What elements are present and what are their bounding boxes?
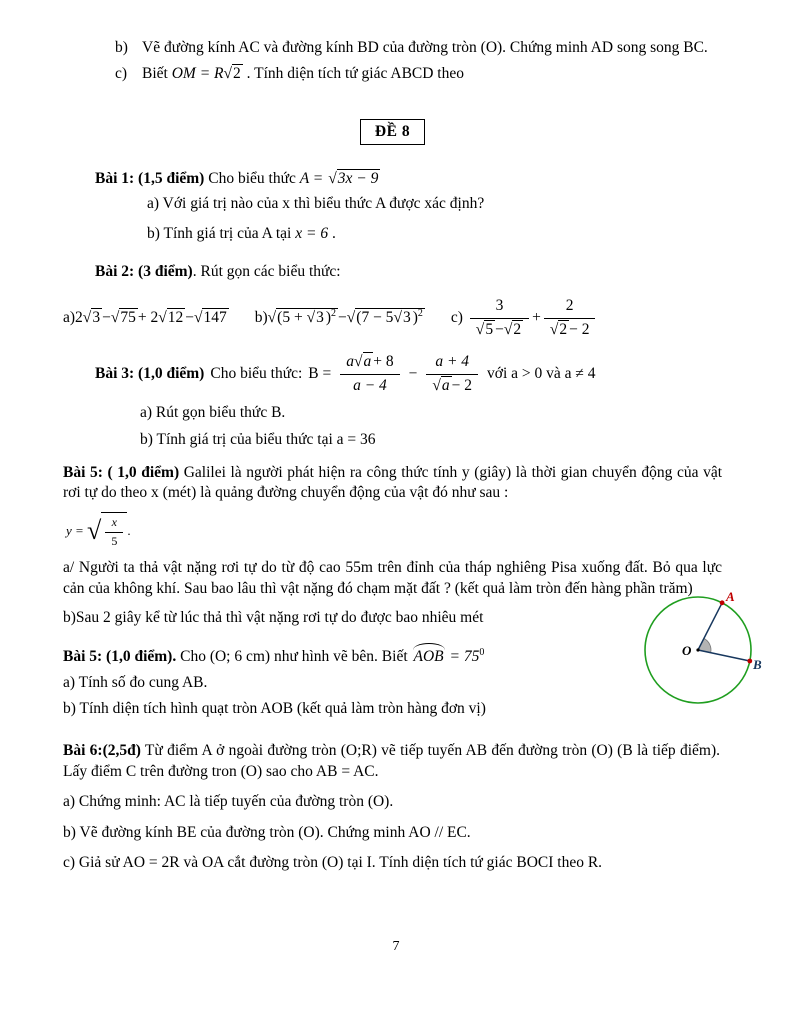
exam-title: ĐỀ 8 xyxy=(360,119,425,145)
sqrt-term xyxy=(476,320,495,338)
text-segment: . Tính diện tích tứ giác ABCD theo xyxy=(242,65,464,83)
sqrt-term xyxy=(550,320,569,338)
text-segment: − xyxy=(102,308,111,326)
text-segment: ) xyxy=(412,308,418,326)
radicand xyxy=(276,308,338,326)
text-segment: . xyxy=(328,225,336,243)
text-segment: . xyxy=(127,523,131,539)
condition-text: với a > 0 và a ≠ 4 xyxy=(487,364,596,382)
bai5b-heading-line xyxy=(63,646,722,667)
point-b-dot xyxy=(747,659,752,664)
list-item xyxy=(115,38,722,58)
radicand: a xyxy=(441,376,450,394)
numerator: 3 xyxy=(470,296,529,318)
sqrt-term xyxy=(393,308,412,326)
sqrt-term xyxy=(268,308,338,328)
bai2-expr-a xyxy=(63,308,229,328)
bai5b-text: Cho (O; 6 cm) như hình vẽ bên. Biết xyxy=(176,647,412,665)
text-segment: − xyxy=(185,308,194,326)
point-a-dot xyxy=(720,600,725,605)
radicand: 75 xyxy=(120,308,136,326)
radicand: 2 xyxy=(513,320,522,338)
sqrt-term xyxy=(194,308,229,328)
sqrt-term xyxy=(432,376,451,394)
expr-label: b) xyxy=(254,308,268,326)
radius-ob-line xyxy=(698,650,750,661)
list-item-text xyxy=(142,64,464,84)
list-marker: b) xyxy=(115,39,128,56)
bai3-heading: Bài 3: (1,0 điểm) xyxy=(95,364,205,382)
sqrt-term xyxy=(354,352,373,370)
bai6-items xyxy=(63,792,720,873)
radicand: 12 xyxy=(167,308,184,326)
exponent: 2 xyxy=(417,307,423,319)
bai5a-para-b: b)Sau 2 giây kể từ lúc thả thì vật nặng rơi tự do được bao nhiêu mét xyxy=(63,609,484,627)
label-a: A xyxy=(726,589,735,604)
denominator xyxy=(470,319,529,340)
expr-label: c) xyxy=(450,308,463,326)
section-bai5-galilei xyxy=(63,463,722,629)
bai1-heading: Bài 1: (1,5 điểm) xyxy=(95,170,205,188)
text-segment: b) Tính giá trị của A tại xyxy=(147,225,296,243)
bai1-item-b xyxy=(147,224,722,244)
text-segment: (7 − 5 xyxy=(356,308,394,326)
radius-oa-line xyxy=(698,603,722,650)
text-segment: + 2 xyxy=(137,308,159,326)
radicand: 147 xyxy=(203,308,227,326)
text-segment: − 2 xyxy=(569,320,590,338)
operator: + xyxy=(532,308,541,326)
sqrt-term xyxy=(158,308,185,328)
bai3-formula-row xyxy=(95,352,722,396)
numerator xyxy=(340,352,399,374)
bai6-text: Từ điểm A ở ngoài đường tròn (O;R) vẽ tiếp tuyến AB đến đường tròn (O) (B là tiếp điểm). Lấy điểm C trên đường tron (O) sao cho AB = AC. xyxy=(63,742,720,780)
sqrt-term xyxy=(83,308,102,328)
bai5a-text: Galilei là người phát hiện ra công thức tính y (giây) là thời gian chuyển động của vật rơi tự do theo x (mét) là quảng đường chuyển động của vật đó như sau : xyxy=(63,463,723,502)
sqrt-term xyxy=(347,308,425,328)
text-segment: − xyxy=(495,320,504,338)
bai3-heading-rest: Cho biểu thức: xyxy=(210,364,303,382)
math-lhs: A = xyxy=(299,170,324,188)
list-marker: c) xyxy=(115,65,128,83)
fraction xyxy=(340,352,399,396)
bai1-heading-rest: Cho biểu thức xyxy=(208,170,296,188)
text-segment: 2 xyxy=(75,308,83,326)
bai2-expr-b xyxy=(255,308,425,328)
section-bai5-circle xyxy=(63,646,722,719)
sqrt-term xyxy=(328,169,380,189)
radicand xyxy=(355,308,425,326)
bai5a-para-a: a/ Người ta thả vật nặng rơi tự do từ độ cao 55m trên đỉnh của tháp nghiêng Pisa xuống đất. Bỏ qua lực cản của không khí. Sau bao lâu thì vật nặng đó chạm mặt đất ? (kết quả làm tròn đến hàng phần trăm) xyxy=(63,559,722,597)
denominator xyxy=(426,375,478,396)
fraction xyxy=(105,515,123,550)
sqrt-term xyxy=(111,308,138,328)
radicand: 2 xyxy=(559,320,568,338)
sqrt-term xyxy=(504,320,523,338)
numerator: √ x xyxy=(105,515,123,533)
bai3-item-a: a) Rút gọn biểu thức B. xyxy=(140,403,286,421)
numerator: a + 4 xyxy=(426,352,478,374)
bai2-expr-c xyxy=(451,296,599,340)
bai1-item-a: a) Với giá trị nào của x thì biểu thức A được xác định? xyxy=(147,194,485,212)
bai5b-item-a: a) Tính số đo cung AB. xyxy=(63,674,208,692)
math-lhs: B = xyxy=(308,364,332,382)
text-segment: − 2 xyxy=(451,376,473,394)
bai6-heading: Bài 6:(2,5đ) xyxy=(63,742,141,760)
expr-label: a) xyxy=(63,308,76,326)
bai3-item-b: b) Tính giá trị của biểu thức tại a = 36 xyxy=(140,431,376,449)
radicand xyxy=(101,512,127,550)
list-item xyxy=(115,64,722,84)
bai2-heading-rest: . Rút gọn các biểu thức: xyxy=(192,262,341,280)
exponent: 0 xyxy=(479,646,485,658)
bai2-heading: Bài 2: (3 điểm) xyxy=(95,262,193,280)
radicand: 3x − 9 xyxy=(337,170,379,188)
sqrt-term xyxy=(224,64,243,82)
angle-arc-term: AOB xyxy=(412,646,446,667)
fraction xyxy=(470,296,529,340)
section-bai3 xyxy=(95,352,722,451)
radicand: 3 xyxy=(402,308,411,326)
text-segment: a xyxy=(346,353,354,371)
math-lhs: y = xyxy=(66,523,84,539)
fraction xyxy=(426,352,478,396)
denominator: 5 xyxy=(111,533,118,548)
text-segment: Biết xyxy=(142,65,172,83)
label-b: B xyxy=(753,657,762,672)
bai6-item-b: b) Vẽ đường kính BE của đường tròn (O). Chứng minh AO // EC. xyxy=(63,823,471,841)
page-number: 7 xyxy=(392,939,400,954)
fraction xyxy=(544,296,596,340)
bai1-formula xyxy=(300,169,381,189)
math-term: x = 6 xyxy=(295,225,329,243)
bai5b-heading: Bài 5: (1,0 điểm). xyxy=(63,647,177,665)
radicand: 3 xyxy=(316,308,324,326)
denominator: a − 4 xyxy=(353,376,387,394)
radicand: a xyxy=(363,353,372,371)
operator: − xyxy=(408,364,418,382)
text-segment: (5 + xyxy=(277,308,307,326)
exponent: 2 xyxy=(331,307,337,319)
text-segment: ) xyxy=(325,308,332,326)
bai5a-heading: Bài 5: ( 1,0 điểm) xyxy=(63,463,180,481)
section-bai1 xyxy=(95,169,722,244)
section-bai2 xyxy=(63,262,722,340)
math-term: = 75 xyxy=(445,647,480,665)
center-o-dot xyxy=(696,648,699,651)
bai6-item-a: a) Chứng minh: AC là tiếp tuyến của đường tròn (O). xyxy=(63,793,394,811)
bai2-expressions xyxy=(63,296,722,340)
math-term: OM = R xyxy=(171,65,224,83)
numerator: 2 xyxy=(544,296,596,318)
text-segment: − xyxy=(338,308,347,326)
bai6-item-c: c) Giả sử AO = 2R và OA cắt đường tròn (O) tại I. Tính diện tích tứ giác BOCI theo R. xyxy=(63,853,603,871)
bai5b-item-b: b) Tính diện tích hình quạt tròn AOB (kết quả làm tròn hàng đơn vị) xyxy=(63,699,486,717)
denominator xyxy=(544,319,596,340)
radicand: 5 xyxy=(485,320,494,338)
circle-diagram xyxy=(638,588,768,718)
sqrt-fraction xyxy=(87,512,127,550)
list-item-text: Vẽ đường kính AC và đường kính BD của đường tròn (O). Chứng minh AD song song BC. xyxy=(142,39,708,56)
section-bai6 xyxy=(63,741,722,873)
bai5a-formula xyxy=(66,512,722,550)
radicand: 2 xyxy=(233,65,241,83)
label-o: O xyxy=(682,643,692,658)
text-segment: + 8 xyxy=(373,353,394,371)
sqrt-term xyxy=(307,308,326,326)
radicand: 3 xyxy=(92,308,101,326)
